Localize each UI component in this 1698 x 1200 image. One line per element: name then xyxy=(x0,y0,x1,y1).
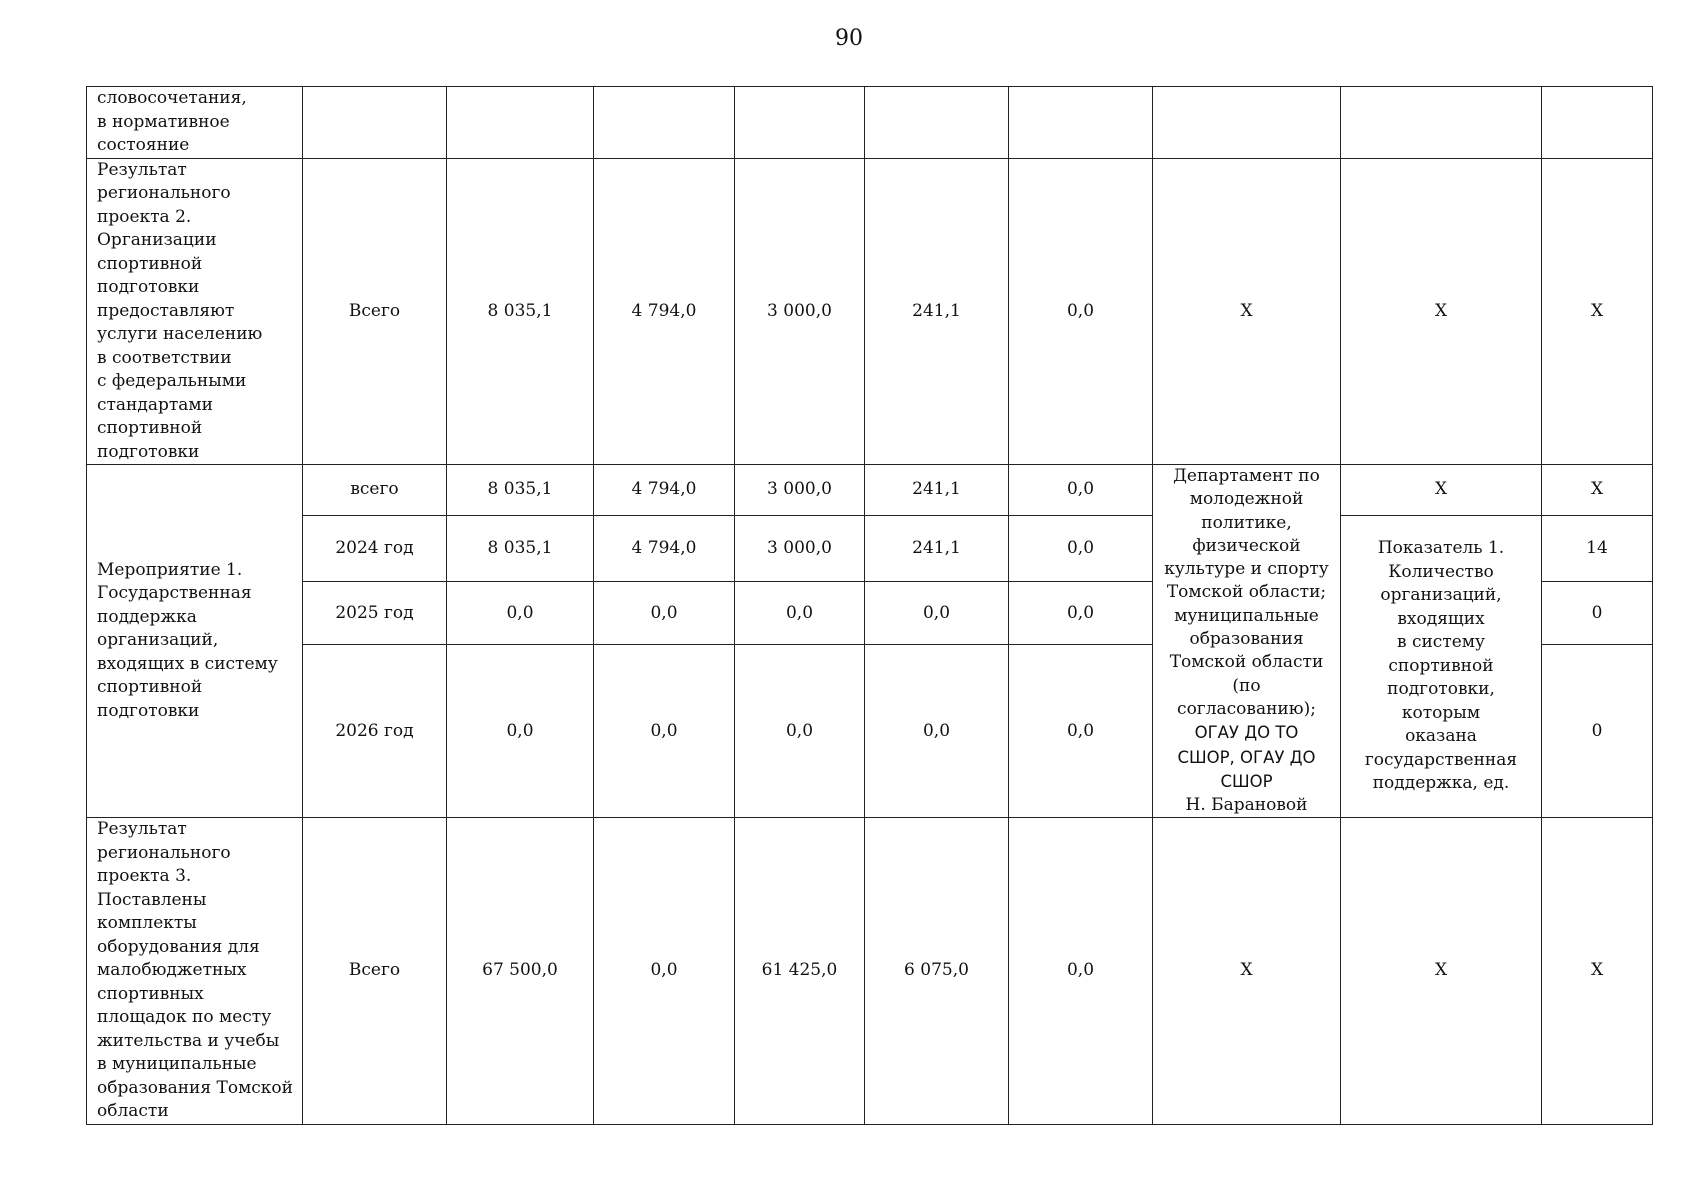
indicator-value-cell: X xyxy=(1542,818,1653,1125)
regional-cell: 3 000,0 xyxy=(735,465,865,516)
federal-cell: 0,0 xyxy=(594,582,735,645)
period-cell: 2025 год xyxy=(303,582,447,645)
other-cell: 0,0 xyxy=(1009,516,1153,582)
indicator-value-cell: X xyxy=(1542,465,1653,516)
period-cell: 2026 год xyxy=(303,645,447,818)
regional-cell: 61 425,0 xyxy=(735,818,865,1125)
indicator-cell xyxy=(1341,87,1542,159)
table-row-result-3 xyxy=(87,818,1653,1125)
federal-cell xyxy=(594,87,735,159)
total-cell: 8 035,1 xyxy=(447,158,594,465)
indicator-value-cell: 0 xyxy=(1542,582,1653,645)
total-cell: 8 035,1 xyxy=(447,516,594,582)
local-cell: 6 075,0 xyxy=(865,818,1009,1125)
indicator-cell: X xyxy=(1341,465,1542,516)
table-row-measure-1-2024 xyxy=(87,516,1653,582)
other-cell: 0,0 xyxy=(1009,465,1153,516)
indicator-value-cell: 0 xyxy=(1542,645,1653,818)
total-cell: 0,0 xyxy=(447,645,594,818)
responsible-institutions: ОГАУ ДО ТО СШОР, ОГАУ ДО СШОР xyxy=(1177,723,1316,791)
row-name-cell: Мероприятие 1. Государственная поддержка организаций, входящих в систему спортивной подготовки xyxy=(87,465,303,818)
total-cell: 0,0 xyxy=(447,582,594,645)
budget-table xyxy=(86,86,1653,1125)
other-cell xyxy=(1009,87,1153,159)
table-row-measure-1-total xyxy=(87,465,1653,516)
responsible-cell xyxy=(1153,87,1341,159)
period-cell xyxy=(303,87,447,159)
total-cell: 67 500,0 xyxy=(447,818,594,1125)
row-name-cell: Результат регионального проекта 3. Поставлены комплекты оборудования для малобюджетных спортивных площадок по месту жительства и учебы в муниципальные образования Томской области xyxy=(87,818,303,1125)
page-number: 90 xyxy=(835,26,863,51)
other-cell: 0,0 xyxy=(1009,582,1153,645)
local-cell xyxy=(865,87,1009,159)
responsible-cell xyxy=(1153,465,1341,818)
local-cell: 241,1 xyxy=(865,158,1009,465)
federal-cell: 4 794,0 xyxy=(594,465,735,516)
responsible-departments: Департамент по молодежной политике, физической культуре и спорту Томской области; муниципальные образования Томской области (по согласованию); xyxy=(1164,466,1329,719)
other-cell: 0,0 xyxy=(1009,158,1153,465)
federal-cell: 4 794,0 xyxy=(594,158,735,465)
period-cell: всего xyxy=(303,465,447,516)
table-row-result-2 xyxy=(87,158,1653,465)
total-cell xyxy=(447,87,594,159)
responsible-cell: X xyxy=(1153,158,1341,465)
federal-cell: 0,0 xyxy=(594,645,735,818)
period-cell: 2024 год xyxy=(303,516,447,582)
responsible-cell: X xyxy=(1153,818,1341,1125)
local-cell: 241,1 xyxy=(865,465,1009,516)
regional-cell xyxy=(735,87,865,159)
indicator-value-cell: X xyxy=(1542,158,1653,465)
indicator-value-cell xyxy=(1542,87,1653,159)
federal-cell: 4 794,0 xyxy=(594,516,735,582)
local-cell: 241,1 xyxy=(865,516,1009,582)
regional-cell: 0,0 xyxy=(735,582,865,645)
regional-cell: 0,0 xyxy=(735,645,865,818)
regional-cell: 3 000,0 xyxy=(735,516,865,582)
row-name-cell: Результат регионального проекта 2. Организации спортивной подготовки предоставляют услуги населению в соответствии с федеральными стандартами спортивной подготовки xyxy=(87,158,303,465)
local-cell: 0,0 xyxy=(865,582,1009,645)
local-cell: 0,0 xyxy=(865,645,1009,818)
other-cell: 0,0 xyxy=(1009,645,1153,818)
other-cell: 0,0 xyxy=(1009,818,1153,1125)
indicator-value-cell: 14 xyxy=(1542,516,1653,582)
table-row-continuation xyxy=(87,87,1653,159)
indicator-cell: Показатель 1. Количество организаций, входящих в систему спортивной подготовки, которым оказана государственная поддержка, ед. xyxy=(1341,516,1542,818)
row-name-cell: словосочетания, в нормативное состояние xyxy=(87,87,303,159)
period-cell: Всего xyxy=(303,158,447,465)
responsible-institution-name: Н. Барановой xyxy=(1185,795,1308,816)
indicator-cell: X xyxy=(1341,158,1542,465)
federal-cell: 0,0 xyxy=(594,818,735,1125)
period-cell: Всего xyxy=(303,818,447,1125)
indicator-cell: X xyxy=(1341,818,1542,1125)
total-cell: 8 035,1 xyxy=(447,465,594,516)
regional-cell: 3 000,0 xyxy=(735,158,865,465)
